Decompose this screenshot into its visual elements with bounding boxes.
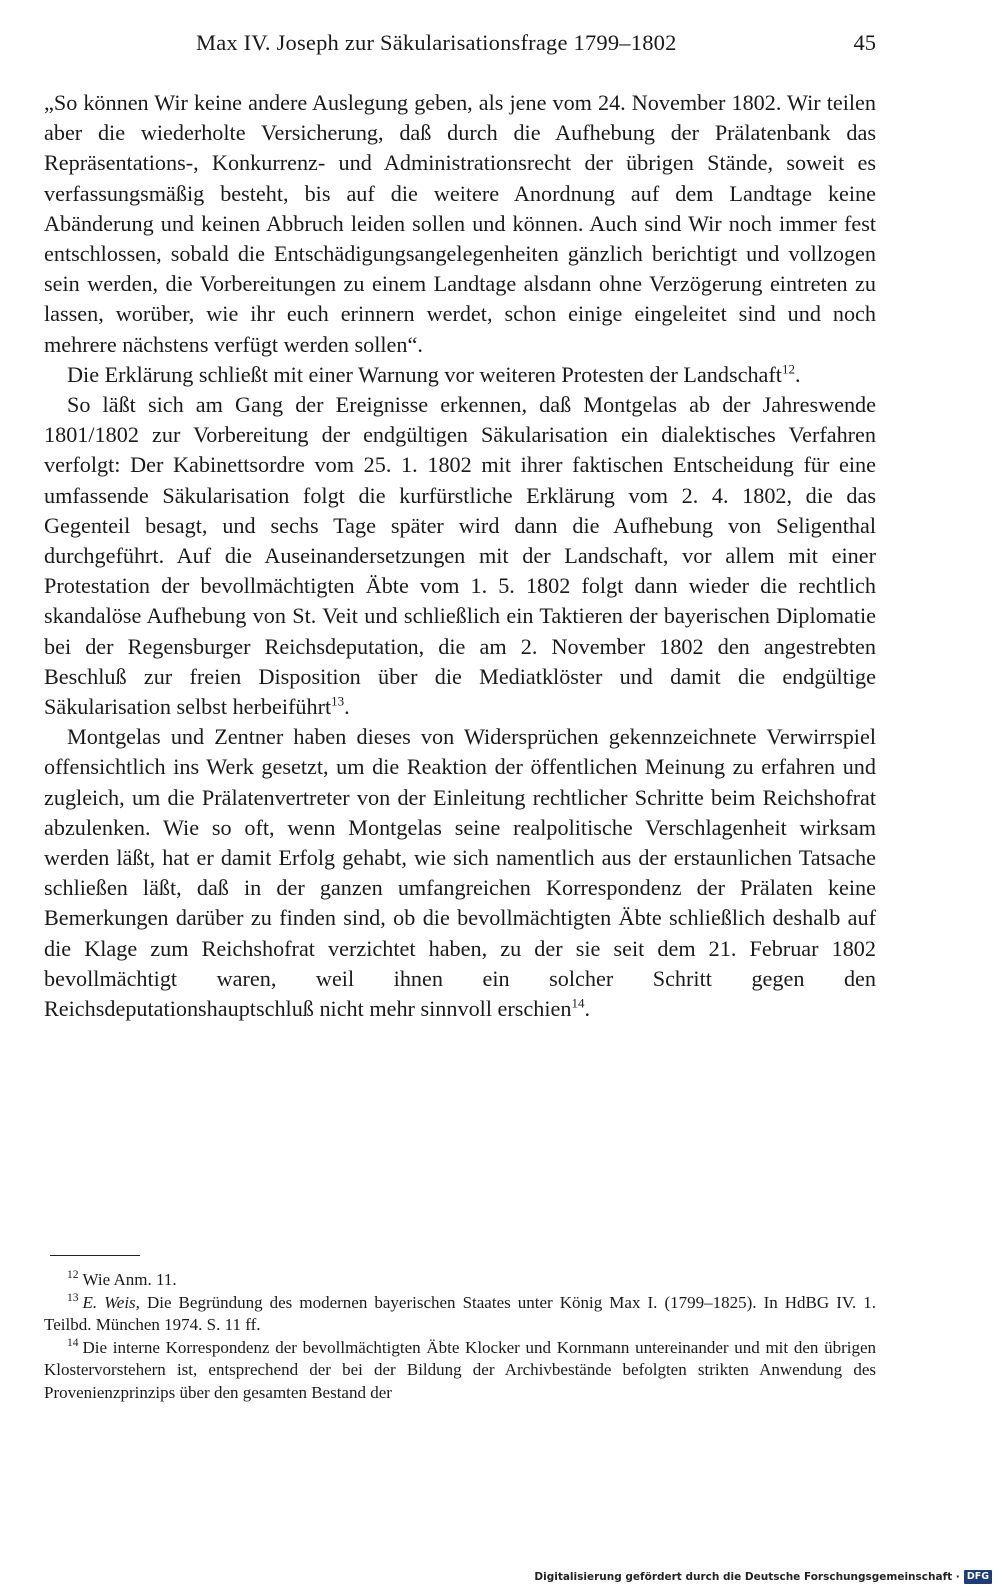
footnote-number: 12: [67, 1269, 79, 1282]
footnotes: [44, 1269, 876, 1404]
footnote-14: [44, 1337, 876, 1405]
paragraph-montgelas: [44, 722, 876, 1024]
footnote-author: E. Weis,: [82, 1292, 140, 1312]
page-header: [44, 30, 876, 64]
paragraph-events: [44, 390, 876, 722]
footnote-reference[interactable]: 12: [781, 361, 795, 377]
footnote-12: [44, 1269, 876, 1292]
paragraph-text: „So können Wir keine andere Auslegung geben, als jene vom 24. November 1802. Wir teilen aber die wiederholte Versicherung, daß durch die Aufhebung der Prälatenbank das Repräsentations-, Konkurrenz- und Administrationsrecht der übrigen Stände, soweit es verfassungsmäßig besteht, bis auf die weitere Anordnung auf dem Landtage keine Abänderung und keinen Abbruch leiden sollen und können. Auch sind Wir noch immer fest entschlossen, sobald die Entschädigungsangelegenheiten gänzlich berichtigt und vollzogen sein werden, die Vorbereitungen zu einem Landtage alsdann ohne Verzögerung eintreten zu lassen, worüber, wie ihr euch erinnern werdet, schon einige eingeleitet sind und noch mehrere nächstens verfügt werden sollen“.: [44, 90, 876, 357]
footnote-number: 14: [67, 1336, 79, 1349]
credit-text: Digitalisierung gefördert durch die Deutsche Forschungsgemeinschaft ·: [534, 1571, 960, 1583]
footnote-text: Die Begründung des modernen bayerischen Staates unter König Max I. (1799–1825). In HdBG IV. 1. Teilbd. München 1974. S. 11 ff.: [44, 1292, 877, 1334]
footnote-number: 13: [67, 1291, 79, 1304]
running-title: Max IV. Joseph zur Säkularisationsfrage 1799–1802: [196, 30, 677, 55]
page-number: 45: [853, 30, 876, 55]
paragraph-tail: .: [344, 694, 350, 720]
footnote-reference[interactable]: 13: [331, 693, 345, 709]
paragraph-tail: .: [794, 361, 801, 387]
paragraph-declaration: [44, 360, 876, 390]
footnote-divider: [50, 1255, 140, 1256]
footnote-text: Die interne Korrespondenz der bevollmächtigten Äbte Klocker und Kornmann untereinander und mit den übrigen Klostervorstehern ist, entsprechend der bei der Bildung der Archivbestände befolgten strikten Anwendung des Provenienzprinzips über den gesamten Bestand der: [44, 1337, 876, 1402]
paragraph-tail: .: [584, 996, 591, 1022]
footnote-reference[interactable]: 14: [571, 995, 585, 1011]
body-text: [44, 88, 876, 1024]
footnote-13: [44, 1292, 876, 1337]
paragraph-text: So läßt sich am Gang der Ereignisse erkennen, daß Montgelas ab der Jahreswende 1801/1802 zur Vorbereitung der endgültigen Säkularisation ein dialektisches Verfahren verfolgt: Der Kabinettsordre vom 25. 1. 1802 mit ihrer faktischen Entscheidung für eine umfassende Säkularisation folgt die kurfürstliche Erklärung vom 2. 4. 1802, die das Gegenteil besagt, und sechs Tage später wird dann die Aufhebung von Seligenthal durchgeführt. Auf die Auseinandersetzungen mit der Landschaft, vor allem mit einer Protestation der bevollmächtigten Äbte vom 1. 5. 1802 folgt dann wieder die rechtlich skandalöse Aufhebung von St. Veit und schließlich ein Taktieren der bayerischen Diplomatie bei der Regensburger Reichsdeputation, die am 2. November 1802 den angestrebten Beschluß zur freien Disposition über die Mediatklöster und damit die endgültige Säkularisation selbst herbeiführt: [44, 392, 876, 720]
footnote-text: Wie Anm. 11.: [82, 1270, 177, 1289]
paragraph-quote: [44, 88, 876, 360]
dfg-logo: DFG: [964, 1570, 992, 1584]
digitization-credit: [534, 1569, 992, 1585]
paragraph-text: Die Erklärung schließt mit einer Warnung vor weiteren Protesten der Landschaft: [67, 361, 782, 387]
paragraph-text: Montgelas und Zentner haben dieses von Widersprüchen gekennzeichnete Verwirrspiel offensichtlich ins Werk gesetzt, um die Reaktion der öffentlichen Meinung zu erfahren und zugleich, um die Prälatenvertreter von der Einleitung rechtlicher Schritte beim Reichshofrat abzulenken. Wie so oft, wenn Montgelas seine realpolitische Verschlagenheit wirksam werden läßt, hat er damit Erfolg gehabt, wie sich namentlich aus der erstaunlichen Tatsache schließen läßt, daß in der ganzen umfangreichen Korrespondenz der Prälaten keine Bemerkungen darüber zu finden sind, ob die bevollmächtigten Äbte schließlich deshalb auf die Klage zum Reichshofrat verzichtet haben, zu der sie seit dem 21. Februar 1802 bevollmächtigt waren, weil ihnen ein solcher Schritt gegen den Reichsdeputationshauptschluß nicht mehr sinnvoll erschien: [44, 724, 876, 1022]
